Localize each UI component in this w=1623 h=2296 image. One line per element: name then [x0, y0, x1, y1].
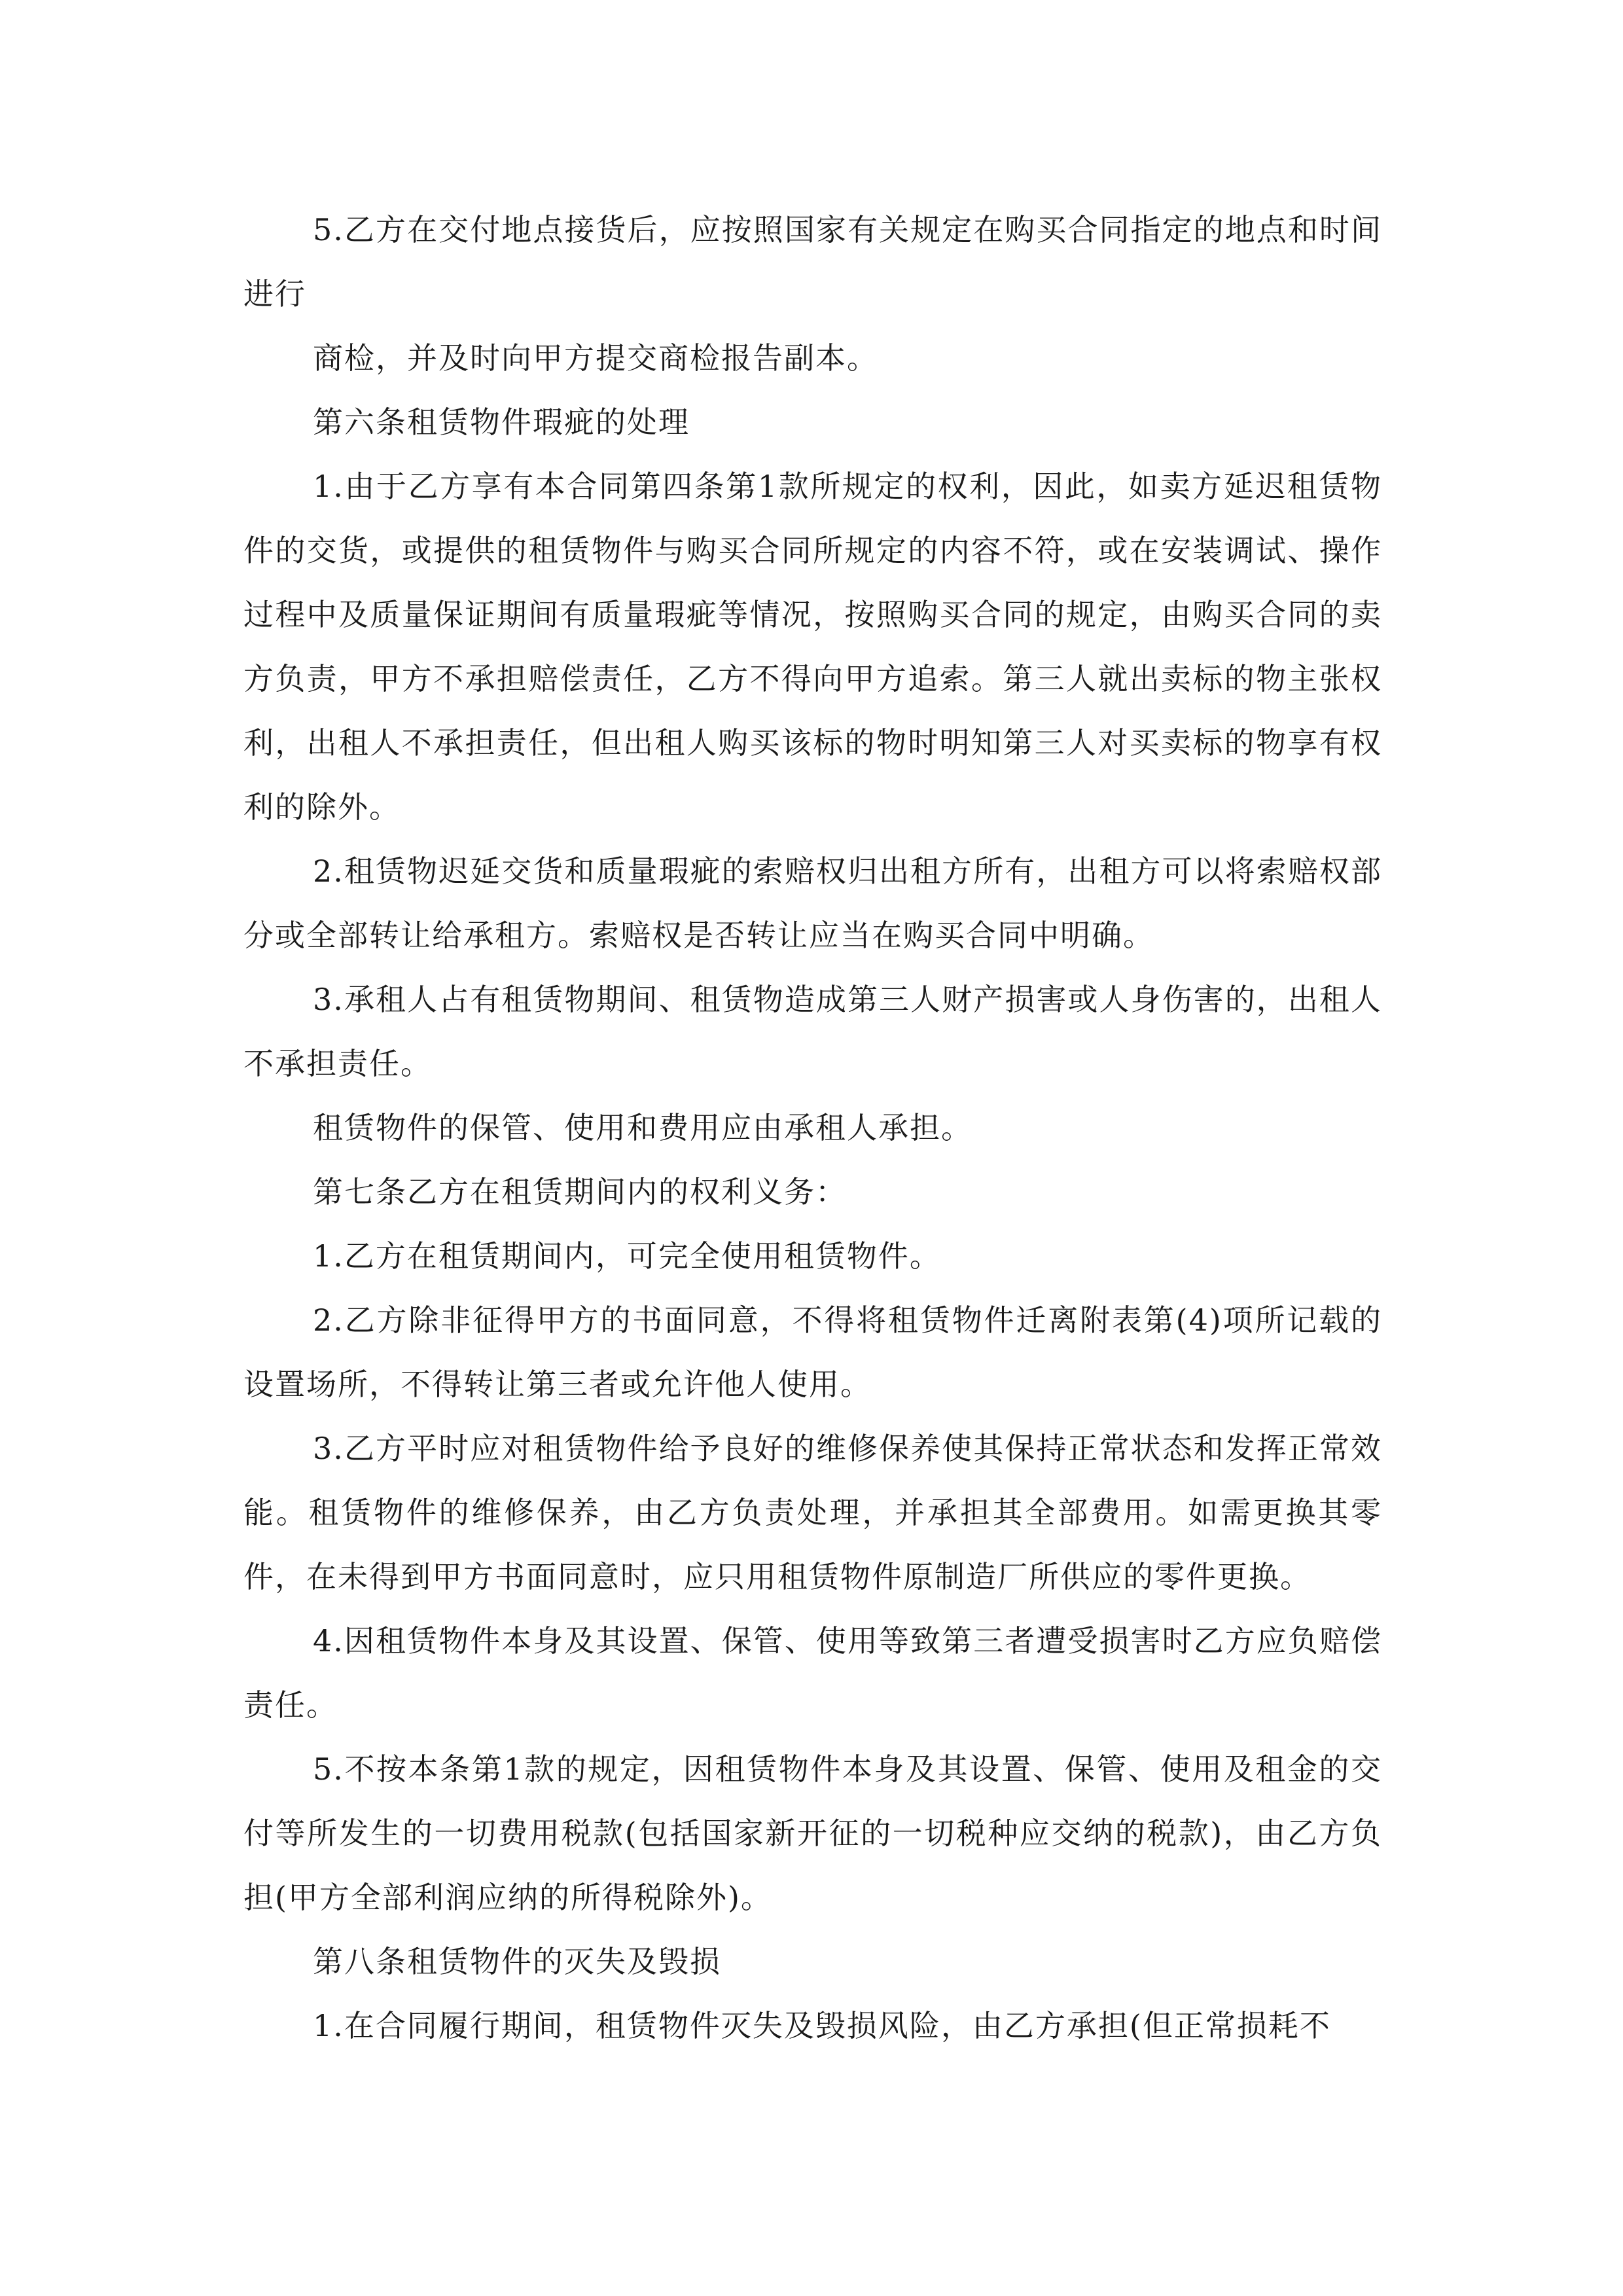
paragraph-article-6-item-3: 3.承租人占有租赁物期间、租赁物造成第三人财产损害或人身伤害的，出租人不承担责任。 — [243, 982, 1382, 1081]
paragraph-storage-costs: 租赁物件的保管、使用和费用应由承租人承担。 — [313, 1110, 972, 1145]
paragraph-article-7-item-3: 3.乙方平时应对租赁物件给予良好的维修保养使其保持正常状态和发挥正常效能。租赁物件的维修保养，由乙方负责处理，并承担其全部费用。如需更换其零件，在未得到甲方书面同意时，应只用租赁物件原制造厂所供应的零件更换。 — [243, 1431, 1382, 1594]
paragraph-article-6-item-1: 1.由于乙方享有本合同第四条第1款所规定的权利，因此，如卖方延迟租赁物件的交货，或提供的租赁物件与购买合同所规定的内容不符，或在安装调试、操作过程中及质量保证期间有质量瑕疵等情况，按照购买合同的规定，由购买合同的卖方负责，甲方不承担赔偿责任，乙方不得向甲方追索。第三人就出卖标的物主张权利，出租人不承担责任，但出租人购买该标的物时明知第三人对买卖标的物享有权利的除外。 — [243, 469, 1382, 825]
section-heading-article-7: 第七条乙方在租赁期间内的权利义务： — [313, 1174, 847, 1210]
paragraph-article-6-item-2: 2.租赁物迟延交货和质量瑕疵的索赔权归出租方所有，出租方可以将索赔权部分或全部转让给承租方。索赔权是否转让应当在购买合同中明确。 — [243, 853, 1382, 953]
paragraph-article-7-item-4: 4.因租赁物件本身及其设置、保管、使用等致第三者遭受损害时乙方应负赔偿责任。 — [243, 1623, 1382, 1723]
section-heading-article-8: 第八条租赁物件的灭失及毁损 — [313, 1944, 721, 1979]
paragraph-article-8-item-1: 1.在合同履行期间，租赁物件灭失及毁损风险，由乙方承担(但正常损耗不 — [313, 2008, 1331, 2043]
paragraph-article-7-item-2: 2.乙方除非征得甲方的书面同意，不得将租赁物件迁离附表第(4)项所记载的设置场所，不得转让第三者或允许他人使用。 — [243, 1302, 1382, 1402]
contract-body — [243, 198, 1382, 2058]
paragraph-article-7-item-1: 1.乙方在租赁期间内，可完全使用租赁物件。 — [313, 1238, 941, 1274]
paragraph-article-7-item-5: 5.不按本条第1款的规定，因租赁物件本身及其设置、保管、使用及租金的交付等所发生的一切费用税款(包括国家新开征的一切税种应交纳的税款)，由乙方负担(甲方全部利润应纳的所得税除外)。 — [243, 1751, 1382, 1915]
paragraph-item-5-inspection: 5.乙方在交付地点接货后，应按照国家有关规定在购买合同指定的地点和时间进行 — [243, 212, 1382, 312]
section-heading-article-6: 第六条租赁物件瑕疵的处理 — [313, 404, 690, 440]
paragraph-inspection-report: 商检，并及时向甲方提交商检报告副本。 — [313, 340, 878, 376]
